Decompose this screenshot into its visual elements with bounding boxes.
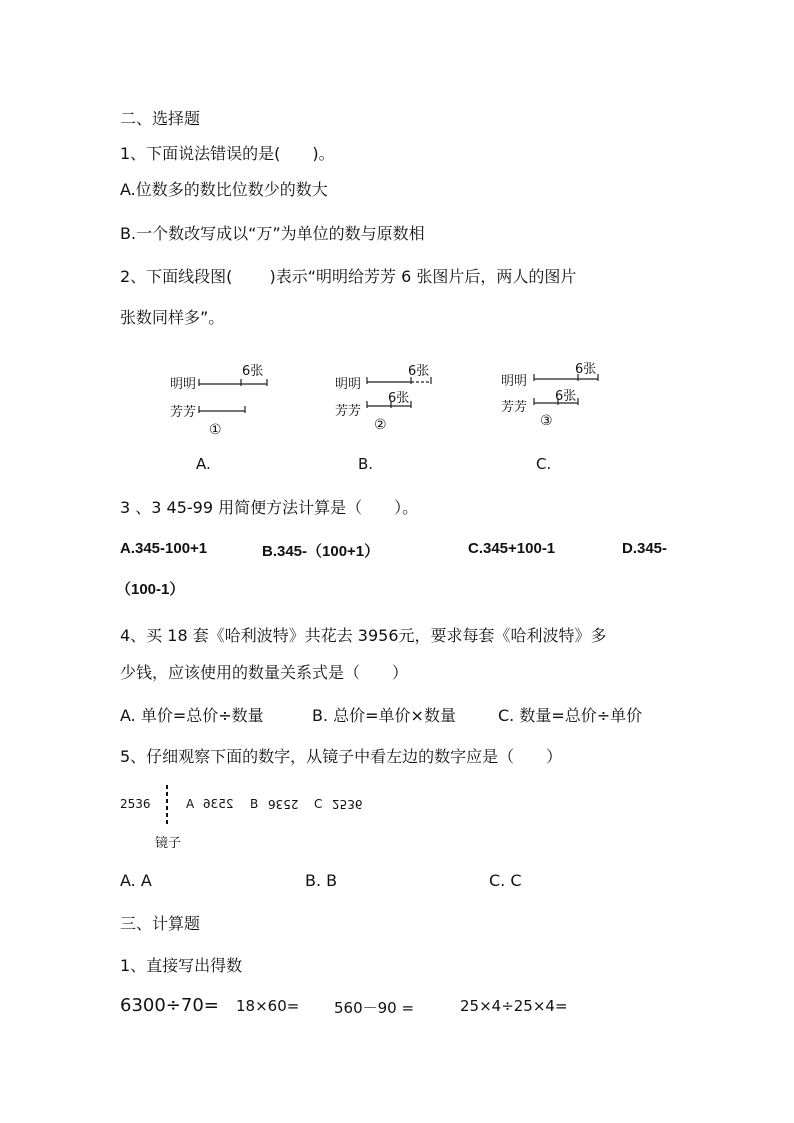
diagram1-name-top: 明明: [170, 377, 197, 392]
q1-option-a: A.位数多的数比位数少的数大: [120, 180, 328, 199]
diagram3-label-6-top: 6张: [575, 362, 597, 377]
q5-option-b: B. B: [305, 871, 338, 890]
diagram2-segments: [363, 368, 483, 418]
q4-option-b: B. 总价=单价×数量: [312, 706, 456, 725]
q3-option-d-cont: （100-1）: [116, 581, 185, 598]
q3-option-b: B.345-（100+1）: [262, 543, 380, 560]
q4-option-c: C. 数量=总价÷单价: [498, 706, 643, 725]
q5-mirror-a: 2536: [203, 797, 234, 811]
q5-stem: 5、仔细观察下面的数字，从镜子中看左边的数字应是（ ）: [120, 747, 563, 766]
diagram1-name-bottom: 芳芳: [170, 405, 197, 420]
diagram1-number: ①: [209, 422, 222, 438]
q2-stem-line2: 张数同样多”。: [120, 308, 225, 327]
q5-mirror-label: 镜子: [155, 836, 182, 851]
diagram2-label-6-top: 6张: [408, 364, 430, 379]
q3-option-c: C.345+100-1: [468, 540, 556, 557]
calc-expr-2: 18×60=: [236, 997, 300, 1015]
calc-q1-stem: 1、直接写出得数: [120, 956, 243, 975]
q5-mirror-b: 2536: [268, 797, 299, 811]
diagram2-name-top: 明明: [335, 377, 362, 392]
diagram2-number: ②: [374, 417, 387, 433]
q2-option-b: B.: [358, 455, 374, 473]
section-title-calc: 三、计算题: [120, 914, 201, 933]
q5-label-c: C: [314, 797, 323, 811]
diagram1-segments: [195, 370, 315, 420]
section-title-choice: 二、选择题: [120, 109, 201, 128]
diagram3-label-6-bottom: 6张: [555, 389, 577, 404]
q2-option-c: C.: [536, 455, 552, 473]
q2-option-a: A.: [196, 455, 211, 473]
q4-stem-line2: 少钱，应该使用的数量关系式是（ ）: [120, 663, 409, 682]
q3-option-a: A.345-100+1: [120, 540, 208, 557]
diagram2-name-bottom: 芳芳: [335, 404, 362, 419]
q2-stem-line1: 2、下面线段图( )表示“明明给芳芳 6 张图片后，两人的图片: [120, 267, 577, 286]
calc-expr-1: 6300÷70=: [120, 995, 219, 1016]
q4-option-a: A. 单价=总价÷数量: [120, 706, 264, 725]
mirror-line: [164, 785, 170, 825]
q5-option-a: A. A: [120, 871, 152, 890]
q5-option-c: C. C: [489, 871, 522, 890]
q5-original-number: 2536: [120, 797, 151, 811]
diagram1-label-6: 6张: [242, 364, 264, 379]
q3-stem: 3 、3 45-99 用简便方法计算是（ ）。: [120, 498, 419, 517]
diagram3-name-bottom: 芳芳: [501, 400, 528, 415]
calc-expr-4: 25×4÷25×4=: [460, 997, 568, 1015]
diagram3-name-top: 明明: [501, 374, 528, 389]
diagram3-segments: [530, 365, 650, 415]
diagram2-label-6-bottom: 6张: [388, 391, 410, 406]
q1-option-b: B.一个数改写成以“万”为单位的数与原数相: [120, 224, 425, 243]
q3-option-d: D.345-: [622, 540, 668, 557]
diagram3-number: ③: [540, 413, 553, 429]
q1-stem: 1、下面说法错误的是( )。: [120, 144, 335, 163]
q4-stem-line1: 4、买 18 套《哈利波特》共花去 3956元，要求每套《哈利波特》多: [120, 626, 607, 645]
q5-label-a: A: [186, 797, 195, 811]
q5-label-b: B: [250, 797, 259, 811]
calc-expr-3: 560－90 =: [334, 999, 415, 1017]
q5-mirror-c: 2536: [332, 797, 363, 811]
